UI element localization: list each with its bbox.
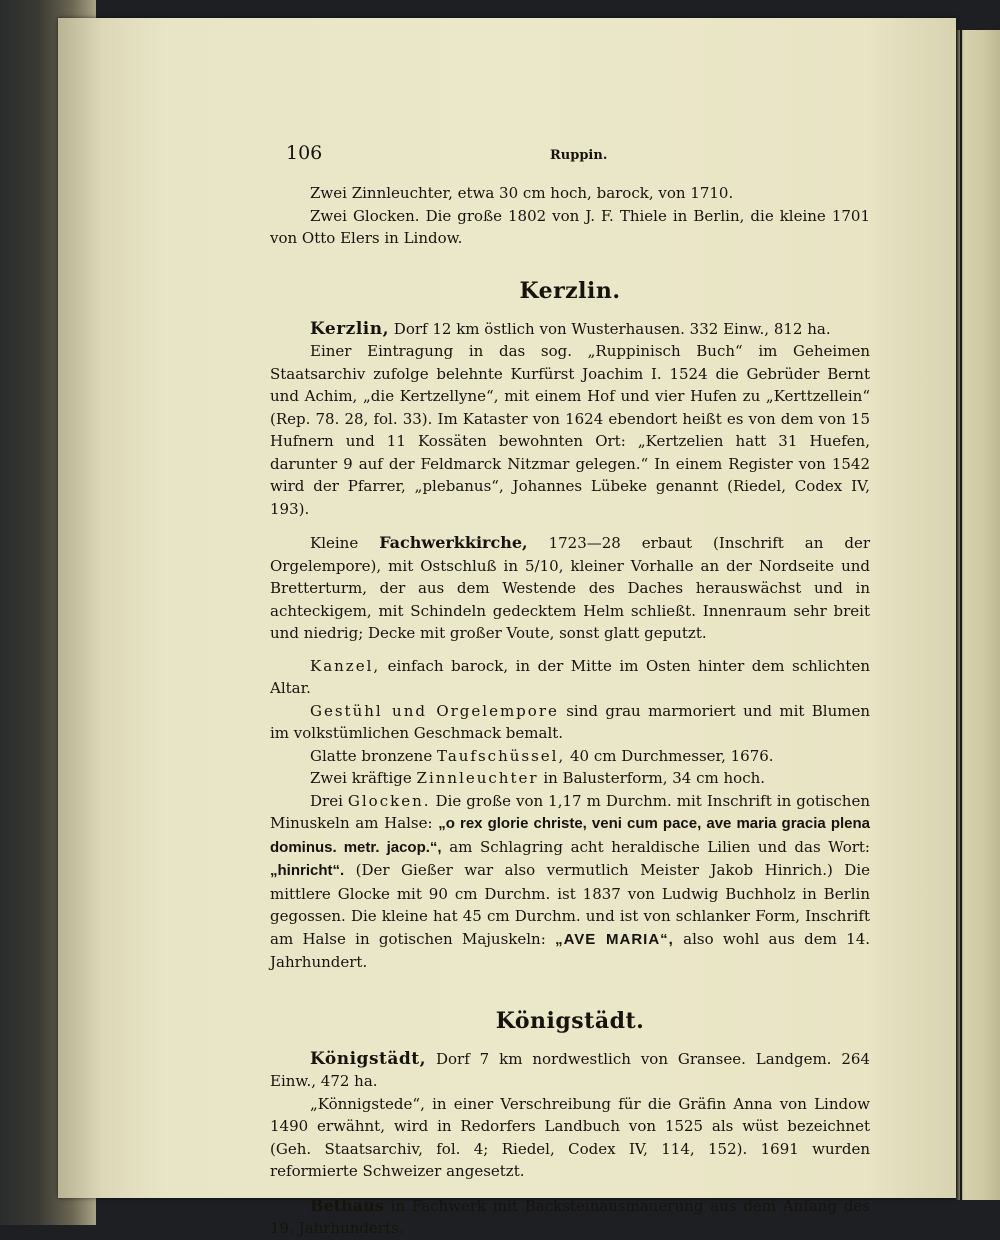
running-title: Ruppin. [550, 148, 608, 163]
kerzlin-pews-term: Gestühl und Orgelempore [310, 701, 559, 720]
kerzlin-font [270, 745, 870, 768]
intro-p1-text: Zwei Zinnleuchter, etwa 30 cm hoch, barock, von 1710. [310, 184, 734, 202]
kerzlin-pews [270, 700, 870, 745]
koenigstaedt-history-text: „Könnigstede“, in einer Verschreibung für die Gräfin Anna von Lindow 1490 erwähnt, wird in Redorfers Landbuch von 1525 als wüst bezeichnet (Geh. Staatsarchiv, fol. 4; Riedel, Codex IV, 114, 152). 1691 wurden reformierte Schweizer angesetzt. [270, 1094, 870, 1180]
kerzlin-bell-inscription: „o rex glorie christe, veni cum pace, ave maria gracia plena dominus. metr. jacop.“, [270, 815, 870, 856]
kerzlin-bell-majuskel: „AVE MARIA“, [555, 930, 674, 948]
kerzlin-bells-text-d: also wohl aus dem 14. Jahrhundert. [270, 929, 871, 971]
page-number: 106 [286, 142, 323, 164]
kerzlin-church [270, 532, 870, 645]
kerzlin-candlesticks-text: in Balusterform, 34 cm hoch. [538, 769, 766, 787]
koenigstaedt-prayer-house-text: in Fachwerk mit Backsteinausmauerung aus dem Anfang des 19. Jahrhunderts. [270, 1196, 870, 1237]
kerzlin-font-pre: Glatte bronzene [310, 746, 437, 765]
kerzlin-candlesticks [270, 767, 870, 790]
next-page-edge [956, 30, 1000, 1200]
section-title-koenigstaedt: Königstädt. [495, 1007, 645, 1034]
kerzlin-church-pre: Kleine [310, 534, 380, 552]
kerzlin-font-text: 40 cm Durchmesser, 1676. [565, 746, 774, 765]
koenigstaedt-name: Königstädt, [310, 1048, 427, 1069]
intro-paragraph-1 [270, 182, 870, 205]
kerzlin-lead [270, 318, 870, 341]
kerzlin-pulpit-text: einfach barock, in der Mitte im Osten hinter dem schlichten Altar. [270, 656, 870, 697]
kerzlin-pulpit [270, 655, 870, 700]
kerzlin-candlesticks-pre: Zwei kräftige [310, 769, 417, 787]
koenigstaedt-prayer-house-name: Bethaus [310, 1195, 384, 1215]
running-head [270, 138, 870, 168]
kerzlin-bells-pre: Drei [310, 791, 348, 810]
kerzlin-bell-word: „hinricht“. [270, 862, 345, 879]
kerzlin-bells-term: Glocken. [347, 791, 431, 810]
intro-paragraph-2 [270, 205, 870, 250]
kerzlin-font-term: Taufschüssel, [436, 746, 566, 765]
kerzlin-history-text: Einer Eintragung in das sog. „Ruppinisch Buch“ im Geheimen Staatsarchiv zufolge belehnte Kurfürst Joachim I. 1524 die Gebrüder Bernt und Achim, „die Kertzellyne“, mit einem Hof und vier Hufen zu „Kerttzellein“ (Rep. 78. 28, fol. 33). Im Kataster von 1624 ebendort heißt es von dem von 15 Hufnern und 11 Kossäten bewohnten Ort: „Kertzelien hatt 31 Huefen, darunter 9 auf der Feldmarck Nitzmar gelegen.“ In einem Register von 1542 wird der Pfarrer, „plebanus“, Johannes Lübeke genannt (Riedel, Codex IV, 193). [270, 342, 870, 518]
kerzlin-pulpit-term: Kanzel, [310, 656, 381, 675]
kerzlin-bells-text-a: Die große von 1,17 m Durchm. mit Inschrift in gotischen Minuskeln am Halse: [270, 791, 871, 832]
kerzlin-lead-text: Dorf 12 km östlich von Wusterhausen. 332 Einw., 812 ha. [389, 319, 831, 338]
kerzlin-pews-text: sind grau marmoriert und mit Blumen im volkstümlichen Geschmack bemalt. [270, 701, 870, 742]
kerzlin-bells-text-b: am Schlagring acht heraldische Lilien und das Wort: [441, 837, 870, 856]
kerzlin-bells [270, 790, 870, 974]
kerzlin-name: Kerzlin, [310, 318, 390, 339]
kerzlin-church-text: 1723—28 erbaut (Inschrift an der Orgelempore), mit Ostschluß in 5/10, kleiner Vorhalle an der Nordseite und Bretterturm, der aus dem Westende des Daches herauswächst und in achteckigem, mit Schindeln gedecktem Helm schließt. Innenraum sehr breit und niedrig; Decke mit großer Voute, sonst glatt geputzt. [270, 534, 870, 642]
intro-p2-text: Zwei Glocken. Die große 1802 von J. F. Thiele in Berlin, die kleine 1701 von Otto Elers in Lindow. [270, 206, 870, 247]
kerzlin-bells-text-c: (Der Gießer war also vermutlich Meister Jakob Hinrich.) Die mittlere Glocke mit 90 cm Durchm. ist 1837 von Ludwig Buchholz in Berlin gegossen. Die kleine hat 45 cm Durchm. und ist von schlanker Form, Inschrift am Halse in gotischen Majuskeln: [270, 861, 870, 948]
kerzlin-church-name: Fachwerkkirche, [379, 533, 528, 552]
koenigstaedt-prayer-house [270, 1195, 870, 1240]
koenigstaedt-lead-text: Dorf 7 km nordwestlich von Gransee. Landgem. 264 Einw., 472 ha. [270, 1049, 870, 1090]
koenigstaedt-history [270, 1093, 870, 1183]
section-title-kerzlin: Kerzlin. [519, 277, 621, 304]
koenigstaedt-lead [270, 1048, 870, 1093]
kerzlin-history [270, 340, 870, 520]
page-content [270, 138, 870, 1240]
kerzlin-candlesticks-term: Zinnleuchter [416, 769, 539, 787]
